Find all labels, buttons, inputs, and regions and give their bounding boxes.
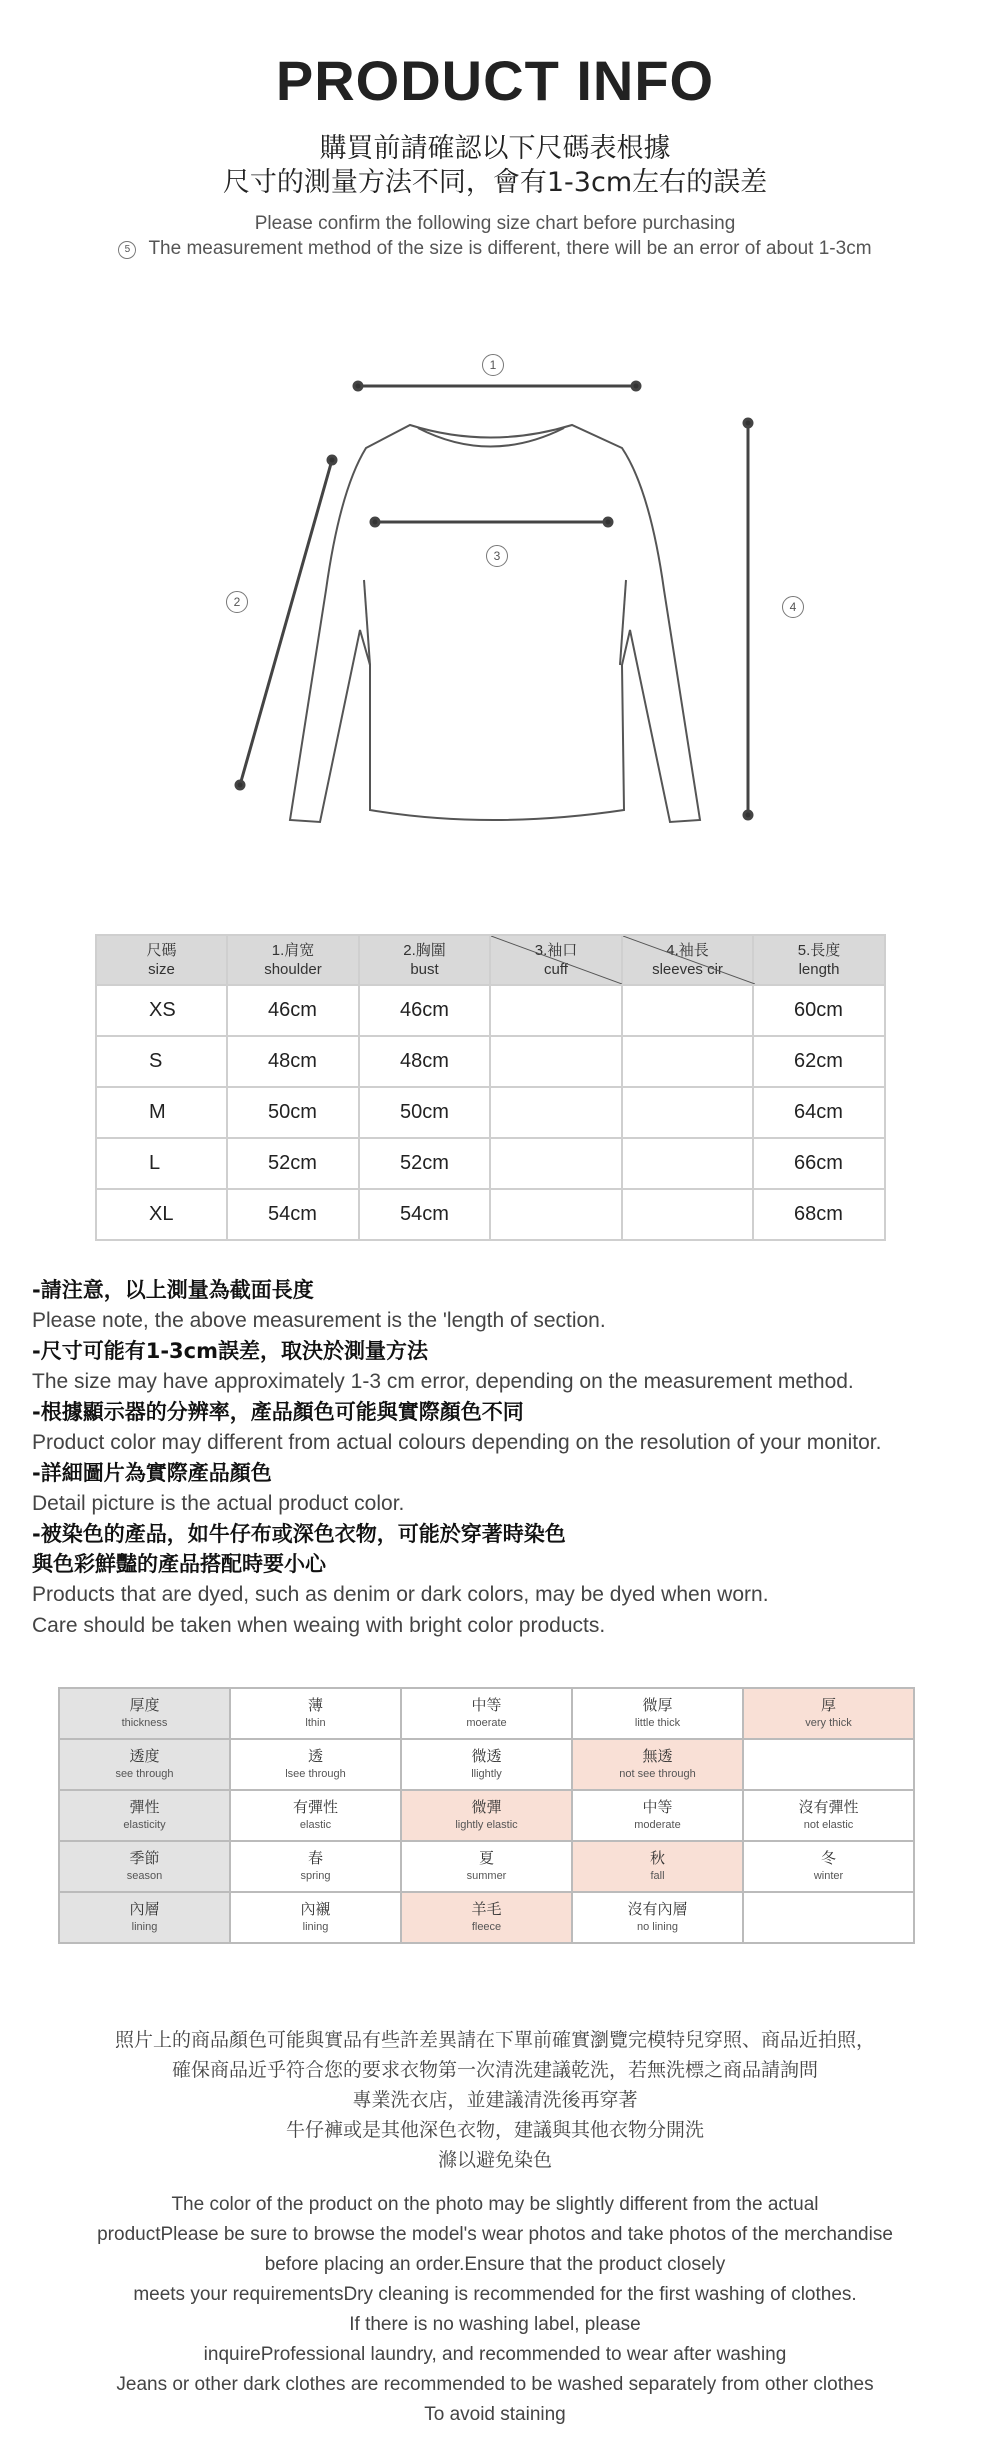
size-table <box>95 934 886 1241</box>
cell-cuff <box>490 1036 622 1087</box>
attribute-option: 微厚 little thick <box>572 1688 743 1739</box>
note-text: Please note, the above measurement is the 'length of section. <box>32 1309 606 1332</box>
sweater-outline <box>290 425 700 822</box>
garment-diagram <box>0 330 990 850</box>
footer-en-line: meets your requirementsDry cleaning is recommended for the first washing of clothes. <box>133 2284 857 2305</box>
attribute-option: 沒有內層 no lining <box>572 1892 743 1943</box>
cell-length: 60cm <box>753 985 885 1036</box>
footer-en-line: Jeans or other dark clothes are recommended to be washed separately from other clothes <box>116 2374 874 2395</box>
footer-en-line: inquireProfessional laundry, and recommended to wear after washing <box>203 2344 787 2365</box>
attribute-option-selected: 羊毛 fleece <box>401 1892 572 1943</box>
marker-4: 4 <box>782 596 804 618</box>
table-row <box>96 1087 885 1138</box>
cell-size: XL <box>96 1189 227 1240</box>
attribute-label: 厚度 thickness <box>59 1688 230 1739</box>
attribute-option-selected: 秋 fall <box>572 1841 743 1892</box>
size-table-header <box>96 935 885 985</box>
table-row <box>96 1138 885 1189</box>
cell-length: 66cm <box>753 1138 885 1189</box>
attribute-label: 季節 season <box>59 1841 230 1892</box>
attribute-row <box>59 1892 914 1943</box>
note-text: Care should be taken when weaing with bright color products. <box>32 1614 606 1637</box>
note-text: The size may have approximately 1-3 cm error, depending on the measurement method. <box>32 1370 854 1393</box>
note-text: Detail picture is the actual product color. <box>32 1492 405 1515</box>
footer-en-line: before placing an order.Ensure that the product closely <box>264 2254 726 2275</box>
attribute-label: 彈性 elasticity <box>59 1790 230 1841</box>
cell-size: S <box>96 1036 227 1087</box>
attribute-option: 內襯 lining <box>230 1892 401 1943</box>
attribute-option: 薄 lthin <box>230 1688 401 1739</box>
cell-shoulder: 54cm <box>227 1189 359 1240</box>
attribute-option: 透 lsee through <box>230 1739 401 1790</box>
footer-zh-line: 確保商品近乎符合您的要求衣物第一次清洗建議乾洗，若無洗標之商品請詢問 <box>171 2059 818 2081</box>
cell-bust: 46cm <box>359 985 490 1036</box>
cell-cuff <box>490 1087 622 1138</box>
footer-en-line: productPlease be sure to browse the model's wear photos and take photos of the merchandise <box>97 2224 893 2245</box>
cell-cuff <box>490 985 622 1036</box>
cell-shoulder: 48cm <box>227 1036 359 1087</box>
table-row <box>96 1036 885 1087</box>
attribute-option <box>743 1739 914 1790</box>
cell-bust: 48cm <box>359 1036 490 1087</box>
attribute-option: 春 spring <box>230 1841 401 1892</box>
attribute-option-selected: 厚 very thick <box>743 1688 914 1739</box>
cell-shoulder: 50cm <box>227 1087 359 1138</box>
note-heading: -尺寸可能有1-3cm誤差，取決於測量方法 <box>32 1339 428 1363</box>
footer-en <box>0 2190 990 2430</box>
header-size: 尺碼 size <box>96 935 227 985</box>
footer-zh-line: 專業洗衣店，並建議清洗後再穿著 <box>352 2089 638 2111</box>
attribute-option: 冬 winter <box>743 1841 914 1892</box>
marker-3: 3 <box>486 545 508 567</box>
footer-en-line: If there is no washing label, please <box>349 2314 641 2335</box>
attribute-option-selected: 微彈 lightly elastic <box>401 1790 572 1841</box>
note-text: Product color may different from actual colours depending on the resolution of your monitor. <box>32 1431 882 1454</box>
footer-zh <box>0 2025 990 2175</box>
attributes-table <box>58 1687 915 1944</box>
cell-length: 62cm <box>753 1036 885 1087</box>
table-row <box>96 1189 885 1240</box>
subtitle-zh-2: 尺寸的測量方法不同，會有1-3cm左右的誤差 <box>222 167 768 198</box>
attribute-option: 中等 moderate <box>572 1790 743 1841</box>
header-shoulder: 1.肩宽 shoulder <box>227 935 359 985</box>
cell-size: M <box>96 1087 227 1138</box>
attribute-label: 透度 see through <box>59 1739 230 1790</box>
cell-cuff <box>490 1189 622 1240</box>
cell-size: XS <box>96 985 227 1036</box>
cell-length: 64cm <box>753 1087 885 1138</box>
cell-cuff <box>490 1138 622 1189</box>
cell-sleeve <box>622 1138 753 1189</box>
note-heading: -根據顯示器的分辨率，產品顏色可能與實際顏色不同 <box>32 1400 524 1424</box>
marker-5: 5 <box>118 241 136 259</box>
cell-bust: 54cm <box>359 1189 490 1240</box>
footer-en-line: The color of the product on the photo may be slightly different from the actual <box>171 2194 819 2215</box>
attribute-option: 中等 moerate <box>401 1688 572 1739</box>
cell-bust: 52cm <box>359 1138 490 1189</box>
cell-sleeve <box>622 1087 753 1138</box>
note-heading: -被染色的產品，如牛仔布或深色衣物，可能於穿著時染色 <box>32 1522 566 1546</box>
header-cuff: 3.袖口 cuff <box>490 935 622 985</box>
footer-zh-line: 牛仔褲或是其他深色衣物，建議與其他衣物分開洗 <box>285 2119 704 2141</box>
attribute-row <box>59 1790 914 1841</box>
attribute-row <box>59 1688 914 1739</box>
header-length: 5.長度 length <box>753 935 885 985</box>
subtitle-en-2 <box>0 238 990 261</box>
footer-zh-line: 滌以避免染色 <box>437 2149 552 2171</box>
cell-shoulder: 46cm <box>227 985 359 1036</box>
note-heading: 與色彩鮮豔的產品搭配時要小心 <box>32 1552 326 1576</box>
attribute-option: 有彈性 elastic <box>230 1790 401 1841</box>
attribute-row <box>59 1739 914 1790</box>
marker-1: 1 <box>482 354 504 376</box>
marker-2: 2 <box>226 591 248 613</box>
cell-shoulder: 52cm <box>227 1138 359 1189</box>
subtitle-en-1: Please confirm the following size chart before purchasing <box>254 213 736 234</box>
header-bust: 2.胸圍 bust <box>359 935 490 985</box>
subtitle-en-2-text: The measurement method of the size is different, there will be an error of about 1-3cm <box>148 238 872 259</box>
note-heading: -詳細圖片為實際產品顏色 <box>32 1461 272 1485</box>
measure-lines <box>236 382 752 819</box>
footer-en-line: To avoid staining <box>424 2404 566 2425</box>
cell-bust: 50cm <box>359 1087 490 1138</box>
attribute-row <box>59 1841 914 1892</box>
cell-length: 68cm <box>753 1189 885 1240</box>
attribute-option-selected: 無透 not see through <box>572 1739 743 1790</box>
note-text: Products that are dyed, such as denim or dark colors, may be dyed when worn. <box>32 1583 769 1606</box>
cell-sleeve <box>622 1189 753 1240</box>
attribute-option <box>743 1892 914 1943</box>
attribute-option: 夏 summer <box>401 1841 572 1892</box>
table-row <box>96 985 885 1036</box>
note-heading: -請注意，以上測量為截面長度 <box>32 1278 314 1302</box>
attribute-label: 內層 lining <box>59 1892 230 1943</box>
notes-section <box>32 1275 972 1641</box>
footer-zh-line: 照片上的商品顏色可能與實品有些許差異請在下單前確實瀏覽完模特兒穿照、商品近拍照， <box>114 2029 875 2051</box>
page-title: PRODUCT INFO <box>275 49 715 112</box>
attribute-option: 微透 llightly <box>401 1739 572 1790</box>
cell-sleeve <box>622 1036 753 1087</box>
header-sleeves: 4.袖長 sleeves cir <box>622 935 753 985</box>
subtitle-zh-1: 購買前請確認以下尺碼表根據 <box>319 133 671 164</box>
cell-sleeve <box>622 985 753 1036</box>
cell-size: L <box>96 1138 227 1189</box>
attribute-option: 沒有彈性 not elastic <box>743 1790 914 1841</box>
